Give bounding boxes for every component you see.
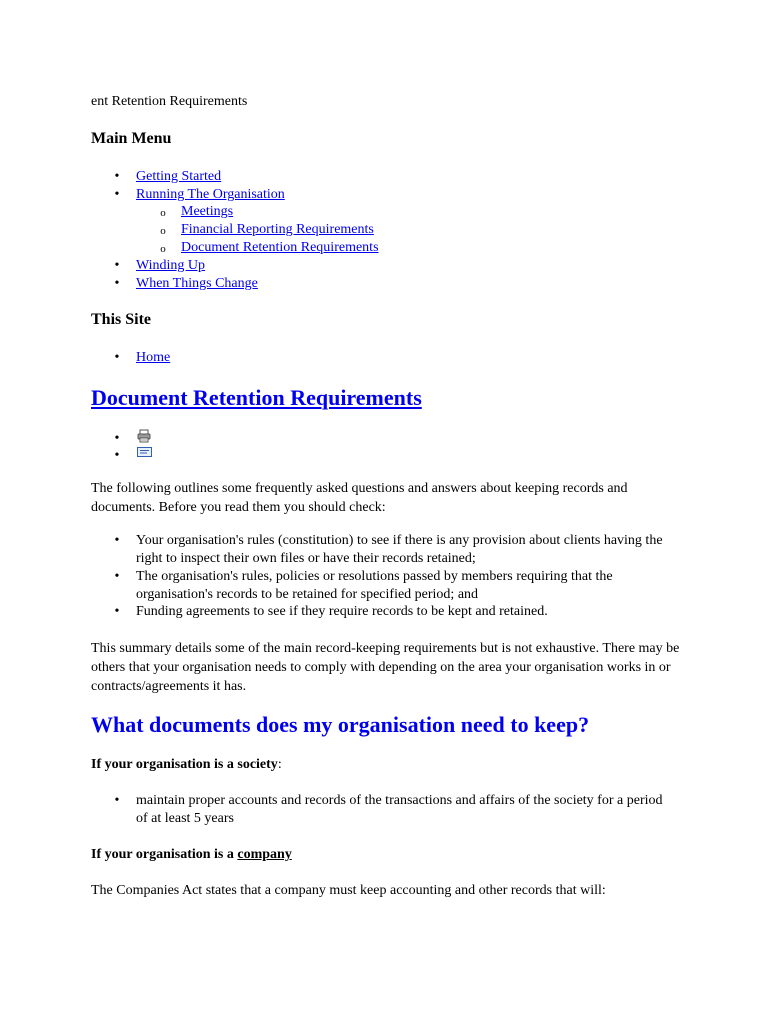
home-link[interactable]: Home <box>136 350 171 365</box>
sub-bullet: o <box>160 225 166 237</box>
check-item: Your organisation's rules (constitution) to see if there is any provision about clients having the right to inspect their own files or have their records retained; <box>136 533 663 566</box>
bullet: • <box>114 258 120 273</box>
bullet: • <box>114 431 120 446</box>
bullet: • <box>114 187 120 202</box>
bullet: • <box>114 793 120 808</box>
email-icon[interactable] <box>137 446 152 464</box>
society-label: If your organisation is a society <box>91 757 278 772</box>
society-label-line <box>91 756 282 774</box>
menu-item-document-retention[interactable]: Document Retention Requirements <box>181 240 379 255</box>
menu-item-winding-up[interactable]: Winding Up <box>136 258 206 273</box>
sub-bullet: o <box>160 207 166 219</box>
bullet: • <box>114 276 120 291</box>
society-item: maintain proper accounts and records of the transactions and affairs of the society for a period of at least 5 years <box>136 793 663 826</box>
check-item: Funding agreements to see if they require records to be kept and retained. <box>136 604 548 619</box>
company-label-line <box>91 846 292 864</box>
this-site-heading: This Site <box>91 311 152 328</box>
menu-item-getting-started[interactable]: Getting Started <box>136 169 222 184</box>
menu-item-meetings[interactable]: Meetings <box>181 204 234 219</box>
bullet: • <box>114 448 120 463</box>
company-link[interactable]: company <box>237 847 292 862</box>
intro-paragraph: The following outlines some frequently asked questions and answers about keeping records and documents. Before you read them you should check: <box>91 481 628 515</box>
bullet: • <box>114 604 120 619</box>
bullet: • <box>114 533 120 548</box>
menu-item-running-the-organisation[interactable]: Running The Organisation <box>136 187 285 202</box>
breadcrumb: ent Retention Requirements <box>91 94 248 109</box>
menu-item-when-things-change[interactable]: When Things Change <box>136 276 258 291</box>
sub-bullet: o <box>160 243 166 255</box>
bullet: • <box>114 169 120 184</box>
check-item: The organisation's rules, policies or resolutions passed by members requiring that the organisation's records to be retained for specified period; and <box>136 569 613 602</box>
menu-item-financial-reporting[interactable]: Financial Reporting Requirements <box>181 222 374 237</box>
society-colon: : <box>277 757 282 772</box>
bullet: • <box>114 350 120 365</box>
main-menu-heading: Main Menu <box>91 130 172 147</box>
section-heading: What documents does my organisation need to keep? <box>91 712 590 737</box>
summary-paragraph: This summary details some of the main record-keeping requirements but is not exhaustive. There may be others that your organisation needs to comply with depending on the area your organisation works in or contracts/agreements it has. <box>91 641 680 694</box>
company-label: If your organisation is a <box>91 847 238 862</box>
page-title[interactable]: Document Retention Requirements <box>91 385 422 410</box>
company-paragraph: The Companies Act states that a company must keep accounting and other records that will: <box>91 883 606 898</box>
bullet: • <box>114 569 120 584</box>
